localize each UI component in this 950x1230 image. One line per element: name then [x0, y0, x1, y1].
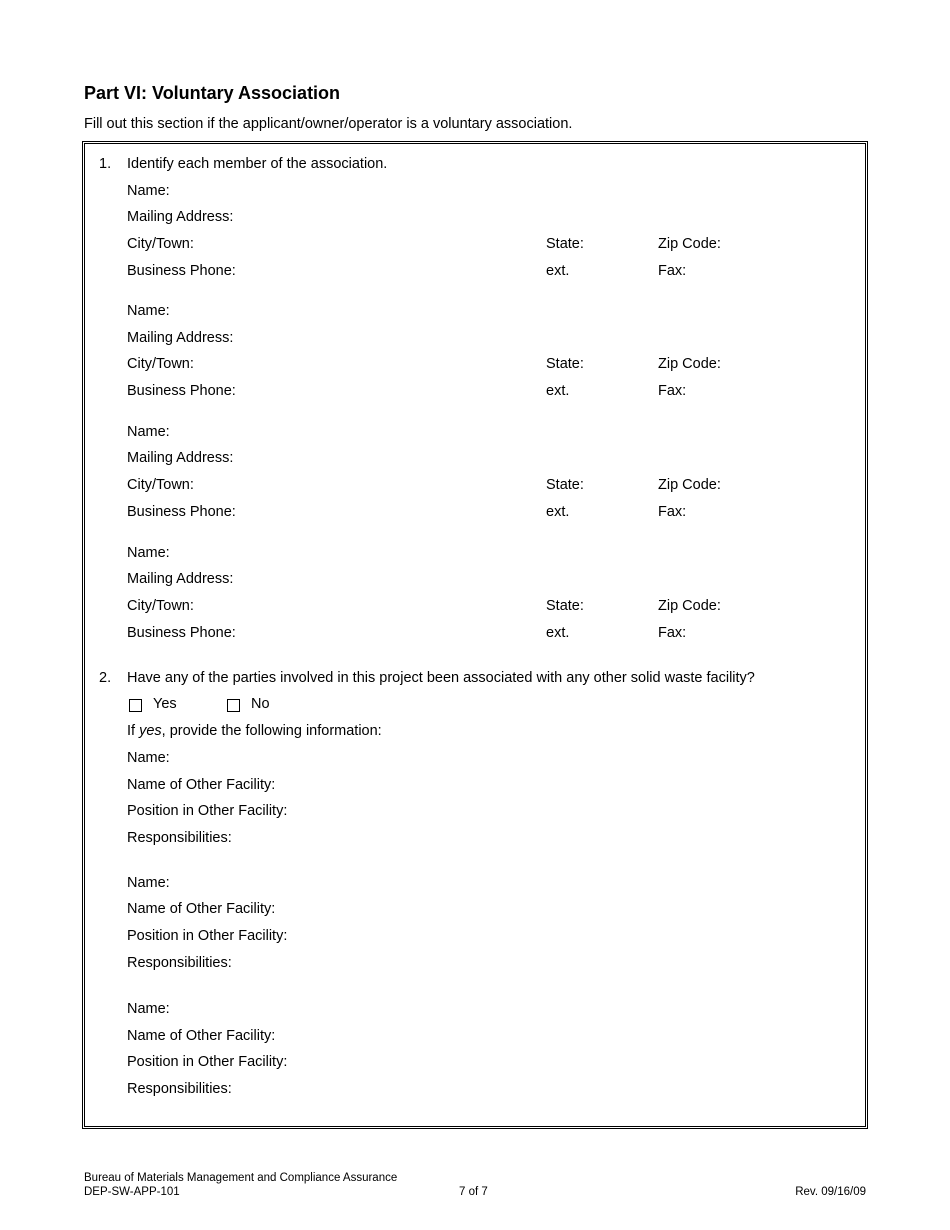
member-mailing-address-label: Mailing Address:: [127, 571, 234, 587]
member-state-label: State:: [546, 236, 584, 252]
form-section-box: [82, 141, 868, 1129]
member-name-label: Name:: [127, 183, 170, 199]
member-name-label: Name:: [127, 303, 170, 319]
member-phone-label: Business Phone:: [127, 504, 236, 520]
member-zip-label: Zip Code:: [658, 356, 721, 372]
q2-text: Have any of the parties involved in this project been associated with any other solid waste facility?: [127, 670, 755, 686]
member-ext-label: ext.: [546, 263, 570, 279]
member-state-label: State:: [546, 356, 584, 372]
member-fax-label: Fax:: [658, 625, 687, 641]
member-fax-label: Fax:: [658, 263, 687, 279]
entry-responsibilities-label: Responsibilities:: [127, 1081, 232, 1097]
footer-bureau: Bureau of Materials Management and Compliance Assurance: [84, 1172, 398, 1184]
member-state-label: State:: [546, 598, 584, 614]
member-ext-label: ext.: [546, 383, 570, 399]
member-mailing-address-label: Mailing Address:: [127, 209, 234, 225]
part-title: Part VI: Voluntary Association: [84, 83, 341, 103]
member-state-label: State:: [546, 477, 584, 493]
member-ext-label: ext.: [546, 625, 570, 641]
member-fax-label: Fax:: [658, 383, 687, 399]
entry-name-label: Name:: [127, 1001, 170, 1017]
footer-form-id: DEP-SW-APP-101: [84, 1186, 180, 1198]
entry-facility-label: Name of Other Facility:: [127, 777, 276, 793]
yes-checkbox[interactable]: [129, 699, 142, 712]
if-yes-instruction: If yes, provide the following information:: [127, 723, 382, 739]
entry-position-label: Position in Other Facility:: [127, 1054, 288, 1070]
member-mailing-address-label: Mailing Address:: [127, 330, 234, 346]
q2-number: 2.: [99, 670, 112, 686]
section-instruction: Fill out this section if the applicant/owner/operator is a voluntary association.: [84, 116, 573, 132]
member-city-label: City/Town:: [127, 598, 194, 614]
member-mailing-address-label: Mailing Address:: [127, 450, 234, 466]
member-name-label: Name:: [127, 545, 170, 561]
member-ext-label: ext.: [546, 504, 570, 520]
member-phone-label: Business Phone:: [127, 383, 236, 399]
no-checkbox[interactable]: [227, 699, 240, 712]
entry-facility-label: Name of Other Facility:: [127, 901, 276, 917]
yes-label: Yes: [153, 696, 177, 712]
member-zip-label: Zip Code:: [658, 477, 721, 493]
member-city-label: City/Town:: [127, 236, 194, 252]
member-zip-label: Zip Code:: [658, 236, 721, 252]
entry-name-label: Name:: [127, 875, 170, 891]
entry-responsibilities-label: Responsibilities:: [127, 955, 232, 971]
member-phone-label: Business Phone:: [127, 625, 236, 641]
q1-text: Identify each member of the association.: [127, 156, 388, 172]
footer-revision: Rev. 09/16/09: [795, 1186, 866, 1198]
entry-position-label: Position in Other Facility:: [127, 803, 288, 819]
no-label: No: [251, 696, 270, 712]
member-name-label: Name:: [127, 424, 170, 440]
entry-responsibilities-label: Responsibilities:: [127, 830, 232, 846]
member-city-label: City/Town:: [127, 477, 194, 493]
member-city-label: City/Town:: [127, 356, 194, 372]
member-zip-label: Zip Code:: [658, 598, 721, 614]
entry-position-label: Position in Other Facility:: [127, 928, 288, 944]
entry-name-label: Name:: [127, 750, 170, 766]
member-phone-label: Business Phone:: [127, 263, 236, 279]
q1-number: 1.: [99, 156, 112, 172]
member-fax-label: Fax:: [658, 504, 687, 520]
footer-page-number: 7 of 7: [459, 1186, 488, 1198]
entry-facility-label: Name of Other Facility:: [127, 1028, 276, 1044]
